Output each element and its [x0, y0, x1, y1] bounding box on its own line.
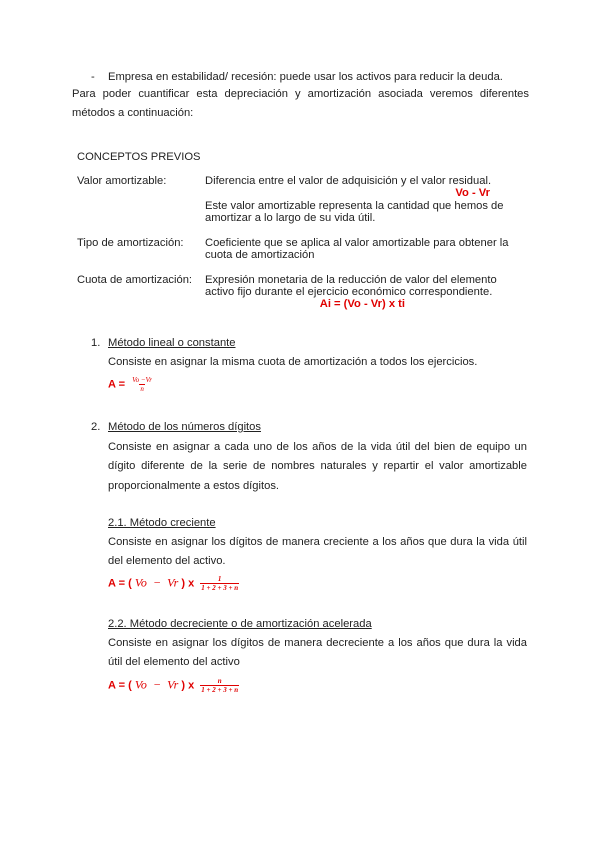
concepts-heading: CONCEPTOS PREVIOS — [77, 151, 201, 163]
method22-line2: útil del elemento del activo — [108, 656, 240, 668]
method1-formula-lhs: A = — [108, 378, 126, 391]
method21-formula-vo: Vo — [134, 575, 147, 590]
bullet-dash: - — [91, 71, 95, 83]
method22-formula-lhs: A = ( — [108, 679, 132, 692]
method22-formula-minus: − — [152, 677, 162, 692]
method21-formula-vr: Vr — [167, 575, 179, 590]
method22-line1: Consiste en asignar los dígitos de manera decreciente a los años que dura la vida — [108, 637, 527, 649]
method22-formula-vr: Vr — [167, 677, 179, 692]
formula-ai: Ai = (Vo - Vr) x ti — [319, 298, 405, 310]
def-valor-amortizable-line2: Este valor amortizable representa la cantidad que hemos de — [205, 200, 504, 212]
method2-title: Método de los números dígitos — [108, 421, 261, 433]
method21-fraction-denominator: 1 + 2 + 3 + n — [201, 584, 239, 592]
method22-formula — [108, 677, 239, 694]
method22-title: 2.2. Método decreciente o de amortización acelerada — [108, 618, 372, 630]
method21-title: 2.1. Método creciente — [108, 517, 216, 529]
method21-formula-lhs: A = ( — [108, 577, 132, 590]
method21-formula-mid: ) x — [181, 577, 195, 590]
method21-line1: Consiste en asignar los dígitos de manera creciente a los años que dura la vida útil — [108, 536, 527, 548]
method21-fraction — [200, 575, 239, 592]
def-cuota-amortizacion-line2: activo fijo durante el ejercicio económico correspondiente. — [205, 286, 493, 298]
def-tipo-amortizacion-line1: Coeficiente que se aplica al valor amortizable para obtener la — [205, 237, 509, 249]
method2-line3: proporcionalmente a estos dígitos. — [108, 480, 280, 492]
method22-formula-vo: Vo — [134, 677, 147, 692]
method21-formula-minus: − — [152, 575, 162, 590]
method21-line2: del elemento del activo. — [108, 555, 226, 567]
method1-title: Método lineal o constante — [108, 337, 236, 349]
intro-paragraph-line2: métodos a continuación: — [72, 107, 194, 119]
method22-formula-mid: ) x — [181, 679, 195, 692]
method22-fraction-denominator: 1 + 2 + 3 + n — [201, 686, 239, 694]
method21-fraction-numerator: 1 — [217, 575, 222, 583]
method2-line2: dígito diferente de la serie de nombres naturales y repartir el valor amortizable — [108, 460, 527, 472]
method1-formula — [108, 376, 153, 393]
def-valor-amortizable-line1: Diferencia entre el valor de adquisición y el valor residual. — [205, 175, 492, 187]
method2-number: 2. — [91, 421, 101, 433]
method22-fraction — [200, 677, 239, 694]
method21-formula — [108, 575, 239, 592]
def-valor-amortizable-line3: amortizar a lo largo de su vida útil. — [205, 212, 376, 224]
def-cuota-amortizacion-line1: Expresión monetaria de la reducción de valor del elemento — [205, 274, 497, 286]
term-cuota-amortizacion: Cuota de amortización: — [77, 274, 193, 286]
term-valor-amortizable: Valor amortizable: — [77, 175, 167, 187]
method1-description: Consiste en asignar la misma cuota de amortización a todos los ejercicios. — [108, 356, 478, 368]
method2-line1: Consiste en asignar a cada uno de los años de la vida útil del bien de equipo un — [108, 441, 527, 453]
bullet-text: Empresa en estabilidad/ recesión: puede usar los activos para reducir la deuda. — [108, 71, 503, 83]
method1-fraction-numerator: Vo −Vr — [132, 376, 153, 384]
method1-number: 1. — [91, 337, 101, 349]
method1-fraction-denominator: n — [140, 385, 144, 393]
formula-vo-vr: Vo - Vr — [455, 187, 490, 199]
method22-fraction-numerator: n — [217, 677, 222, 685]
method1-fraction — [131, 376, 153, 393]
term-tipo-amortizacion: Tipo de amortización: — [77, 237, 184, 249]
intro-paragraph-line1: Para poder cuantificar esta depreciación y amortización asociada veremos diferentes — [72, 88, 529, 100]
def-tipo-amortizacion-line2: cuota de amortización — [205, 249, 315, 261]
